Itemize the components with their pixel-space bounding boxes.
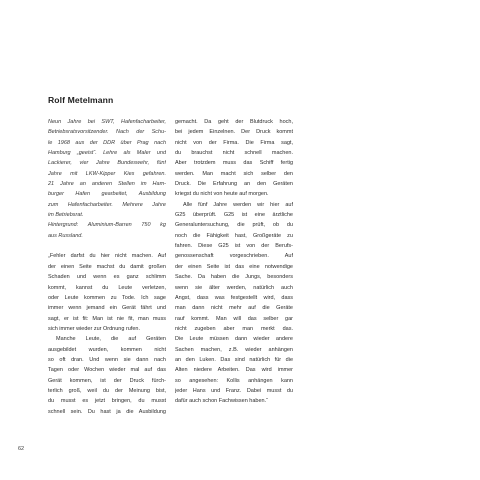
text-line: sagt, er ist fit: Man ist nie fit, man muss (48, 315, 166, 322)
text-line: Betriebsratsvorsitzender. Nach der Schu- (48, 129, 166, 136)
text-line: wenn sie älter werden, natürlich auch (175, 284, 293, 291)
text-line: burger Hafen gearbeitet, Ausbildung (48, 191, 166, 198)
text-line: schnell sein. Du hast ja die Ausbildung (48, 408, 166, 415)
text-line: Schaden und wenn es ganz schlimm (48, 274, 166, 281)
text-line: Angst, dass was festgestellt wird, dass (175, 294, 293, 301)
text-line: Alle fünf Jahre werden wir hier auf (183, 201, 293, 208)
text-line: terlich groß, weil du der Meinung bist, (48, 387, 166, 394)
text-line: genossenschaft vorgeschrieben. Auf (175, 253, 293, 260)
text-line: rauf kommt. Man will das selber gar (175, 315, 293, 322)
text-line: Jahre mit LKW-Kipper Kies gefahren. (48, 170, 166, 177)
text-line: Lackierer, vier Jahre Bundeswehr, fünf (48, 160, 166, 167)
body-text-left (48, 251, 166, 417)
text-line: sich immer wieder zur Ordnung rufen. (48, 325, 141, 332)
text-line: so angesehen: Kollis anhängen kann (175, 377, 293, 384)
text-line: nicht zugeben aber man merkt das. (175, 325, 293, 332)
text-line: Tagen oder Wochen wieder mal auf das (48, 367, 166, 374)
text-line: du musst es jetzt bringen, du musst (48, 398, 166, 405)
text-line: der einen Seite machst du damit großen (48, 263, 166, 270)
article-title: Rolf Metelmann (48, 95, 114, 105)
text-line: zum Hafenfacharbeiter. Mehrere Jahre (48, 201, 166, 208)
text-line: G25 überprüft. G25 ist eine ärztliche (175, 212, 293, 219)
text-line: Sachen machen, z.B. wieder anhängen (175, 346, 293, 353)
text-line: gemacht. Da geht der Blutdruck hoch, (175, 119, 293, 125)
text-line: nicht von der Firma. Die Firma sagt, (175, 139, 293, 146)
text-line: jeder Hans und Franz. Dabei musst du (175, 387, 293, 394)
text-line: bei jedem Einzelnen. Der Druck kommt (175, 129, 293, 136)
text-line: immer wenn jemand ein Gerät fährt und (48, 305, 166, 312)
paragraph-gap (48, 241, 166, 251)
text-line: Hamburg „geeist“. Lehre als Maler und (48, 150, 166, 157)
text-line: Alten niedere Arbeiten. Das wird immer (175, 367, 293, 374)
text-line: Druck. Die Erfahrung an den Geräten (175, 181, 293, 188)
text-line: der einen Seite ist das eine notwendige (175, 263, 293, 270)
text-line: an den Luken. Das sind natürlich für die (175, 356, 293, 363)
text-line: man dann nicht mehr auf die Geräte (175, 305, 293, 312)
text-line: im Betriebsrat. (48, 212, 84, 219)
text-line: so oft dran. Und wenn sie dann nach (48, 356, 166, 363)
text-line: werden. Man macht sich selber den (175, 170, 293, 177)
text-line: noch die Fähigkeit hast, Großgeräte zu (175, 232, 293, 239)
text-line: oder Leute kommen zu Tode. Ich sage (48, 294, 166, 301)
text-line: Generaluntersuchung, die prüft, ob du (175, 222, 293, 229)
text-line: du brauchst nicht schnell machen. (175, 150, 293, 157)
text-line: le 1968 aus der DDR über Prag nach (48, 139, 166, 146)
text-line: „Fehler darfst du hier nicht machen. Auf (48, 253, 166, 260)
text-line: Aber trotzdem muss das Schiff fertig (175, 160, 293, 167)
text-line: Neun Jahre bei SWT, Hafenfacharbeiter, (48, 119, 166, 125)
right-column (175, 117, 293, 407)
text-line: Hintergrund: Aluminium-Barren 750 kg (48, 222, 166, 229)
text-line: 21 Jahre an anderen Stellen im Ham- (48, 181, 166, 188)
text-line: Manche Leute, die auf Geräten (56, 336, 166, 343)
text-line: kommt, kannst du Leute verletzen, (48, 284, 166, 291)
text-line: aus Russland. (48, 232, 83, 239)
text-line: fahren. Diese G25 ist von der Berufs- (175, 243, 293, 250)
text-line: Sache. Da haben die Jungs, besonders (175, 274, 293, 281)
left-column (48, 117, 166, 417)
intro-paragraph (48, 117, 166, 241)
text-line: ausgebildet wurden, kommen nicht (48, 346, 166, 353)
text-line: Gerät kommen, ist der Druck fürch- (48, 377, 166, 384)
page-number: 62 (18, 446, 25, 452)
text-line: Die Leute müssen dann wieder andere (175, 336, 293, 343)
text-line: kriegst du nicht von heute auf morgen. (175, 191, 269, 198)
text-line: dafür auch schon Fachwissen haben.“ (175, 398, 268, 405)
